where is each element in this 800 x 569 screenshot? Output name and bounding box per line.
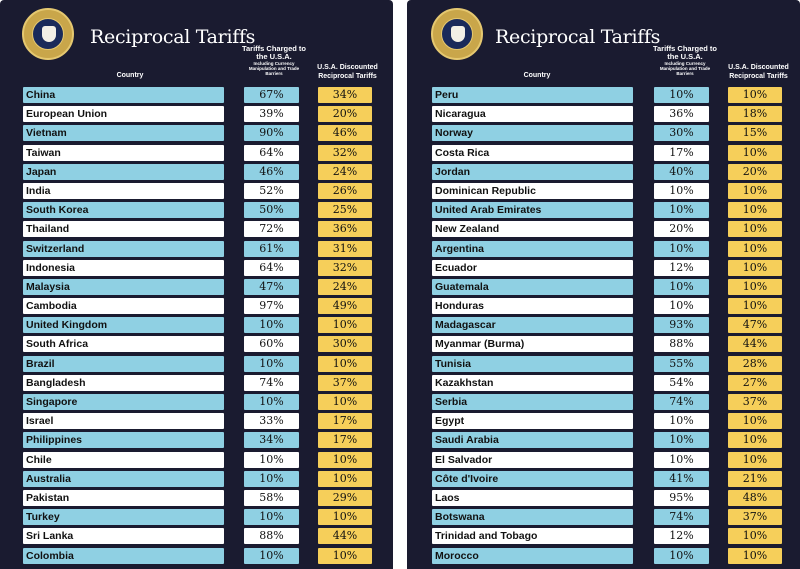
- table-row: [0, 470, 393, 489]
- country-cell: Trinidad and Tobago: [432, 528, 633, 544]
- discounted-tariff-cell: 36%: [318, 221, 372, 237]
- table-row: [0, 355, 393, 374]
- tariff-charged-cell: 10%: [244, 509, 299, 525]
- table-row: [0, 86, 393, 105]
- tariff-charged-cell: 20%: [654, 221, 709, 237]
- table-row: [407, 259, 800, 278]
- tariff-charged-cell: 10%: [244, 548, 299, 564]
- country-cell: Botswana: [432, 509, 633, 525]
- table-row: [407, 297, 800, 316]
- tariff-table-left: [0, 86, 393, 566]
- tariff-charged-cell: 90%: [244, 125, 299, 141]
- country-cell: South Africa: [23, 336, 224, 352]
- header-tariffs-charged: Tariffs Charged to the U.S.A. Including Currency Manipulation and Trade Barriers: [241, 44, 307, 76]
- table-row: [407, 240, 800, 259]
- tariff-charged-cell: 60%: [244, 336, 299, 352]
- discounted-tariff-cell: 15%: [728, 125, 782, 141]
- country-cell: India: [23, 183, 224, 199]
- discounted-tariff-cell: 24%: [318, 164, 372, 180]
- country-cell: Pakistan: [23, 490, 224, 506]
- table-row: [0, 144, 393, 163]
- tariff-charged-cell: 10%: [654, 413, 709, 429]
- presidential-seal-icon: [431, 8, 483, 60]
- discounted-tariff-cell: 20%: [728, 164, 782, 180]
- discounted-tariff-cell: 30%: [318, 336, 372, 352]
- tariff-charged-cell: 10%: [244, 452, 299, 468]
- panel-title: Reciprocal Tariffs: [495, 26, 661, 48]
- country-cell: Israel: [23, 413, 224, 429]
- country-cell: Turkey: [23, 509, 224, 525]
- table-row: [0, 374, 393, 393]
- country-cell: Taiwan: [23, 145, 224, 161]
- tariff-charged-cell: 10%: [654, 241, 709, 257]
- tariff-charged-cell: 10%: [654, 183, 709, 199]
- discounted-tariff-cell: 10%: [318, 509, 372, 525]
- table-row: [0, 278, 393, 297]
- discounted-tariff-cell: 34%: [318, 87, 372, 103]
- table-row: [0, 259, 393, 278]
- discounted-tariff-cell: 17%: [318, 432, 372, 448]
- table-row: [0, 527, 393, 546]
- tariff-charged-cell: 64%: [244, 260, 299, 276]
- tariff-charged-cell: 10%: [654, 452, 709, 468]
- tariff-charged-cell: 10%: [244, 356, 299, 372]
- tariff-panel-left: [0, 0, 393, 569]
- country-cell: Bangladesh: [23, 375, 224, 391]
- country-cell: Chile: [23, 452, 224, 468]
- discounted-tariff-cell: 28%: [728, 356, 782, 372]
- discounted-tariff-cell: 10%: [728, 183, 782, 199]
- table-row: [407, 144, 800, 163]
- tariff-charged-cell: 47%: [244, 279, 299, 295]
- country-cell: China: [23, 87, 224, 103]
- discounted-tariff-cell: 10%: [318, 356, 372, 372]
- table-row: [407, 374, 800, 393]
- country-cell: Philippines: [23, 432, 224, 448]
- tariff-panel-right: [407, 0, 800, 569]
- country-cell: Costa Rica: [432, 145, 633, 161]
- tariff-charged-cell: 10%: [654, 279, 709, 295]
- panel-title: Reciprocal Tariffs: [90, 26, 256, 48]
- table-row: [407, 355, 800, 374]
- discounted-tariff-cell: 10%: [318, 452, 372, 468]
- country-cell: Malaysia: [23, 279, 224, 295]
- tariff-charged-cell: 10%: [654, 202, 709, 218]
- table-row: [407, 220, 800, 239]
- tariff-charged-cell: 61%: [244, 241, 299, 257]
- country-cell: United Arab Emirates: [432, 202, 633, 218]
- country-cell: Colombia: [23, 548, 224, 564]
- table-row: [407, 393, 800, 412]
- country-cell: Guatemala: [432, 279, 633, 295]
- table-row: [0, 508, 393, 527]
- discounted-tariff-cell: 10%: [318, 471, 372, 487]
- discounted-tariff-cell: 10%: [728, 452, 782, 468]
- discounted-tariff-cell: 44%: [318, 528, 372, 544]
- discounted-tariff-cell: 29%: [318, 490, 372, 506]
- discounted-tariff-cell: 26%: [318, 183, 372, 199]
- tariff-charged-cell: 17%: [654, 145, 709, 161]
- discounted-tariff-cell: 24%: [318, 279, 372, 295]
- country-cell: European Union: [23, 106, 224, 122]
- discounted-tariff-cell: 10%: [728, 145, 782, 161]
- discounted-tariff-cell: 10%: [728, 413, 782, 429]
- country-cell: South Korea: [23, 202, 224, 218]
- country-cell: Nicaragua: [432, 106, 633, 122]
- country-cell: Thailand: [23, 221, 224, 237]
- tariff-charged-cell: 34%: [244, 432, 299, 448]
- discounted-tariff-cell: 10%: [318, 548, 372, 564]
- tariff-charged-cell: 36%: [654, 106, 709, 122]
- discounted-tariff-cell: 17%: [318, 413, 372, 429]
- tariff-charged-cell: 10%: [244, 394, 299, 410]
- tariff-charged-cell: 93%: [654, 317, 709, 333]
- discounted-tariff-cell: 37%: [728, 509, 782, 525]
- tariff-charged-cell: 10%: [654, 87, 709, 103]
- tariff-charged-cell: 39%: [244, 106, 299, 122]
- table-row: [0, 335, 393, 354]
- tariff-charged-cell: 88%: [244, 528, 299, 544]
- discounted-tariff-cell: 48%: [728, 490, 782, 506]
- discounted-tariff-cell: 27%: [728, 375, 782, 391]
- discounted-tariff-cell: 10%: [728, 221, 782, 237]
- tariff-charged-cell: 41%: [654, 471, 709, 487]
- tariff-charged-cell: 52%: [244, 183, 299, 199]
- table-row: [407, 316, 800, 335]
- table-row: [407, 86, 800, 105]
- discounted-tariff-cell: 10%: [728, 432, 782, 448]
- table-row: [407, 105, 800, 124]
- table-row: [0, 124, 393, 143]
- table-row: [407, 489, 800, 508]
- country-cell: Myanmar (Burma): [432, 336, 633, 352]
- discounted-tariff-cell: 10%: [318, 394, 372, 410]
- discounted-tariff-cell: 20%: [318, 106, 372, 122]
- table-row: [0, 201, 393, 220]
- country-cell: Saudi Arabia: [432, 432, 633, 448]
- table-row: [407, 508, 800, 527]
- discounted-tariff-cell: 10%: [728, 87, 782, 103]
- country-cell: Cambodia: [23, 298, 224, 314]
- tariff-charged-cell: 12%: [654, 260, 709, 276]
- discounted-tariff-cell: 46%: [318, 125, 372, 141]
- header-tariffs-charged: Tariffs Charged to the U.S.A. Including Currency Manipulation and Trade Barriers: [652, 44, 718, 76]
- table-row: [407, 431, 800, 450]
- country-cell: Australia: [23, 471, 224, 487]
- table-row: [0, 297, 393, 316]
- country-cell: Kazakhstan: [432, 375, 633, 391]
- country-cell: El Salvador: [432, 452, 633, 468]
- discounted-tariff-cell: 37%: [728, 394, 782, 410]
- country-cell: New Zealand: [432, 221, 633, 237]
- table-row: [407, 412, 800, 431]
- discounted-tariff-cell: 44%: [728, 336, 782, 352]
- header-country: Country: [116, 72, 144, 79]
- tariff-charged-cell: 55%: [654, 356, 709, 372]
- country-cell: Brazil: [23, 356, 224, 372]
- table-row: [0, 182, 393, 201]
- discounted-tariff-cell: 31%: [318, 241, 372, 257]
- country-cell: Dominican Republic: [432, 183, 633, 199]
- tariff-charged-cell: 40%: [654, 164, 709, 180]
- country-cell: Tunisia: [432, 356, 633, 372]
- discounted-tariff-cell: 37%: [318, 375, 372, 391]
- country-cell: Côte d'Ivoire: [432, 471, 633, 487]
- tariff-charged-cell: 46%: [244, 164, 299, 180]
- country-cell: Switzerland: [23, 241, 224, 257]
- tariff-charged-cell: 74%: [654, 394, 709, 410]
- tariff-charged-cell: 74%: [244, 375, 299, 391]
- table-row: [407, 201, 800, 220]
- table-row: [0, 431, 393, 450]
- country-cell: Argentina: [432, 241, 633, 257]
- tariff-charged-cell: 50%: [244, 202, 299, 218]
- tariff-charged-cell: 95%: [654, 490, 709, 506]
- country-cell: Morocco: [432, 548, 633, 564]
- table-row: [407, 470, 800, 489]
- country-cell: Japan: [23, 164, 224, 180]
- country-cell: Madagascar: [432, 317, 633, 333]
- country-cell: Vietnam: [23, 125, 224, 141]
- tariff-charged-cell: 10%: [654, 298, 709, 314]
- tariff-charged-cell: 72%: [244, 221, 299, 237]
- header-discounted-tariffs: U.S.A. Discounted Reciprocal Tariffs: [317, 64, 378, 80]
- discounted-tariff-cell: 49%: [318, 298, 372, 314]
- country-cell: Jordan: [432, 164, 633, 180]
- tariff-charged-cell: 10%: [244, 471, 299, 487]
- discounted-tariff-cell: 32%: [318, 260, 372, 276]
- discounted-tariff-cell: 10%: [728, 528, 782, 544]
- discounted-tariff-cell: 21%: [728, 471, 782, 487]
- table-row: [0, 316, 393, 335]
- table-row: [407, 182, 800, 201]
- table-row: [0, 489, 393, 508]
- discounted-tariff-cell: 10%: [728, 241, 782, 257]
- header-discounted-tariffs: U.S.A. Discounted Reciprocal Tariffs: [728, 64, 789, 80]
- table-row: [0, 163, 393, 182]
- country-cell: United Kingdom: [23, 317, 224, 333]
- discounted-tariff-cell: 10%: [318, 317, 372, 333]
- tariff-charged-cell: 12%: [654, 528, 709, 544]
- country-cell: Honduras: [432, 298, 633, 314]
- tariff-charged-cell: 10%: [244, 317, 299, 333]
- table-row: [0, 240, 393, 259]
- tariff-charged-cell: 58%: [244, 490, 299, 506]
- table-row: [407, 335, 800, 354]
- table-row: [0, 451, 393, 470]
- table-row: [0, 412, 393, 431]
- discounted-tariff-cell: 47%: [728, 317, 782, 333]
- table-row: [407, 527, 800, 546]
- tariff-charged-cell: 30%: [654, 125, 709, 141]
- table-row: [407, 278, 800, 297]
- discounted-tariff-cell: 32%: [318, 145, 372, 161]
- tariff-charged-cell: 74%: [654, 509, 709, 525]
- tariff-charged-cell: 97%: [244, 298, 299, 314]
- table-row: [407, 163, 800, 182]
- table-row: [0, 220, 393, 239]
- header-country: Country: [523, 72, 551, 79]
- discounted-tariff-cell: 10%: [728, 298, 782, 314]
- country-cell: Sri Lanka: [23, 528, 224, 544]
- tariff-charged-cell: 10%: [654, 432, 709, 448]
- discounted-tariff-cell: 10%: [728, 279, 782, 295]
- tariff-charged-cell: 54%: [654, 375, 709, 391]
- tariff-table-right: [407, 86, 800, 566]
- country-cell: Norway: [432, 125, 633, 141]
- tariff-charged-cell: 33%: [244, 413, 299, 429]
- table-row: [407, 547, 800, 566]
- country-cell: Indonesia: [23, 260, 224, 276]
- country-cell: Laos: [432, 490, 633, 506]
- tariff-charged-cell: 10%: [654, 548, 709, 564]
- tariff-charged-cell: 88%: [654, 336, 709, 352]
- discounted-tariff-cell: 18%: [728, 106, 782, 122]
- table-row: [0, 105, 393, 124]
- table-row: [407, 451, 800, 470]
- country-cell: Singapore: [23, 394, 224, 410]
- table-row: [407, 124, 800, 143]
- presidential-seal-icon: [22, 8, 74, 60]
- country-cell: Egypt: [432, 413, 633, 429]
- country-cell: Ecuador: [432, 260, 633, 276]
- table-row: [0, 393, 393, 412]
- discounted-tariff-cell: 10%: [728, 260, 782, 276]
- table-row: [0, 547, 393, 566]
- tariff-charged-cell: 67%: [244, 87, 299, 103]
- tariff-charged-cell: 64%: [244, 145, 299, 161]
- discounted-tariff-cell: 10%: [728, 202, 782, 218]
- discounted-tariff-cell: 25%: [318, 202, 372, 218]
- country-cell: Peru: [432, 87, 633, 103]
- discounted-tariff-cell: 10%: [728, 548, 782, 564]
- country-cell: Serbia: [432, 394, 633, 410]
